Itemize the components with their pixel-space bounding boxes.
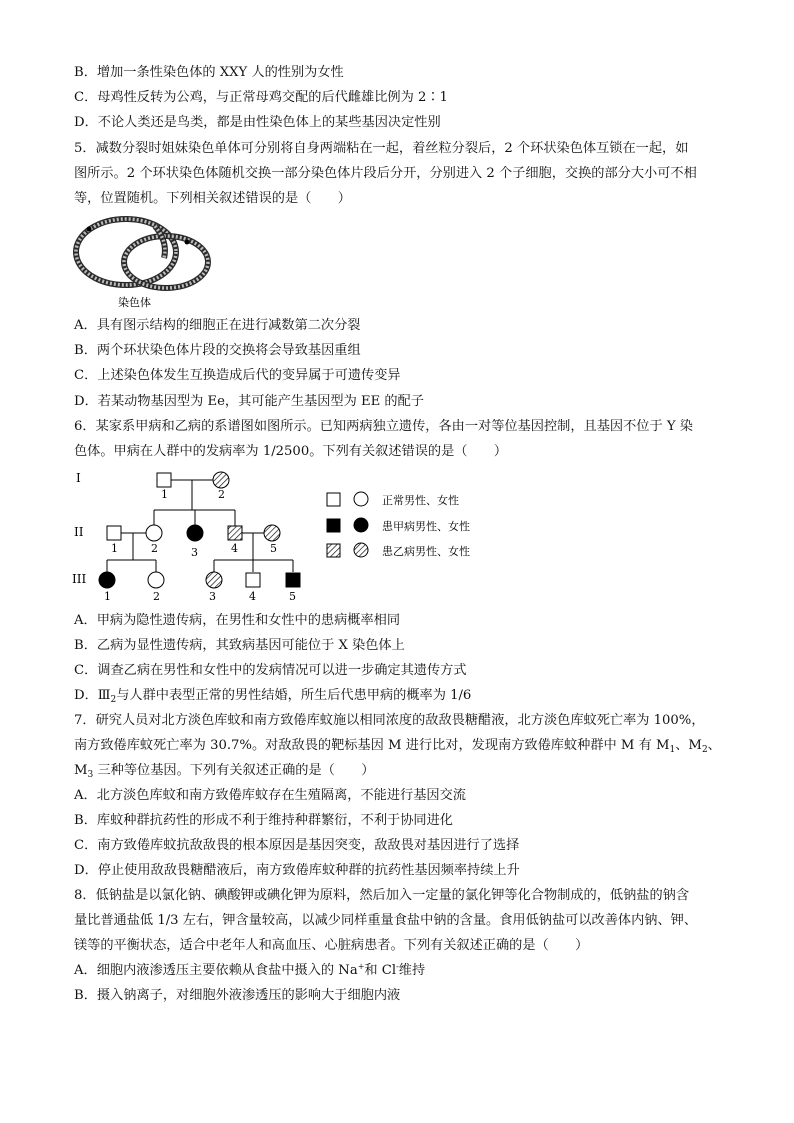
legend-normal-label: 正常男性、女性 [382, 494, 459, 507]
gen2-num-5: 5 [270, 542, 277, 555]
generation-label-iii: III [72, 572, 87, 586]
q8-option-a: A．细胞内液渗透压主要依赖从食盐中摄入的 Na+和 Cl-维持 [74, 962, 426, 978]
pedigree-chart [70, 466, 490, 606]
person-iii-1 [99, 572, 115, 588]
person-iii-2 [148, 572, 164, 588]
q6-option-a: A．甲病为隐性遗传病，在男性和女性中的患病概率相同 [74, 613, 401, 628]
person-i-1 [157, 473, 171, 487]
q7-stem-line-3: $M_3$ 三种等位基因。下列有关叙述正确的是（ ） [74, 763, 375, 780]
person-iii-4 [246, 573, 260, 587]
q5-option-c: C．上述染色体发生互换造成后代的变异属于可遗传变异 [74, 368, 401, 383]
q5-option-d: D．若某动物基因型为 Ee，其可能产生基因型为 EE 的配子 [74, 394, 424, 409]
legend-disease-a-label: 患甲病男性、女性 [382, 520, 470, 533]
q5-stem-line-1: 5．减数分裂时姐妹染色单体可分别将自身两端粘在一起，着丝粒分裂后，2 个环状染色体互锁在一起，如 [74, 141, 689, 156]
gen3-num-4: 4 [249, 590, 256, 603]
chromosome-caption: 染色体 [118, 296, 151, 309]
gen3-num-5: 5 [289, 590, 296, 603]
q7-option-b: B．库蚊种群抗药性的形成不利于维持种群繁衍，不利于协同进化 [74, 813, 453, 828]
gen1-num-2: 2 [218, 488, 225, 501]
q4-option-d: D．不论人类还是鸟类，都是由性染色体上的某些基因决定性别 [74, 115, 441, 130]
gen2-num-1: 1 [111, 542, 118, 555]
q6-option-b: B．乙病为显性遗传病，其致病基因可能位于 X 染色体上 [74, 638, 405, 653]
gen2-num-4: 4 [231, 542, 238, 555]
person-ii-1 [107, 526, 121, 540]
gen3-num-2: 2 [153, 590, 160, 603]
gen3-num-1: 1 [104, 590, 111, 603]
legend-disease-a-female-symbol [354, 518, 368, 532]
person-ii-3 [187, 525, 203, 541]
q7-option-d: D．停止使用敌敌畏糖醋液后，南方致倦库蚊种群的抗药性基因频率持续上升 [74, 863, 520, 878]
q6-stem-line-2: 色体。甲病在人群中的发病率为 1/2500。下列有关叙述错误的是（ ） [74, 444, 508, 459]
q5-stem-line-2: 图所示。2 个环状染色体随机交换一部分染色体片段后分开，分别进入 2 个子细胞，交换的部分大小可不相 [74, 166, 697, 181]
q6-stem-line-1: 6．某家系甲病和乙病的系谱图如图所示。已知两病独立遗传，各由一对等位基因控制，且基因不位于 Y 染 [74, 419, 693, 434]
q7-stem-line-2: 南方致倦库蚊死亡率为 30.7%。对敌敌畏的靶标基因 M 进行比对，发现南方致倦库蚊种群中 M 有 $M_1$、$M_2$、 [74, 738, 721, 755]
gen2-num-2: 2 [151, 542, 158, 555]
legend-normal-female-symbol [354, 492, 368, 506]
q6-option-c: C．调查乙病在男性和女性中的发病情况可以进一步确定其遗传方式 [74, 663, 467, 678]
q8-stem-line-1: 8．低钠盐是以氯化钠、碘酸钾或碘化钾为原料，然后加入一定量的氯化钾等化合物制成的，低钠盐的钠含 [74, 888, 690, 903]
q7-stem-line-1: 7．研究人员对北方淡色库蚊和南方致倦库蚊施以相同浓度的敌敌畏糖醋液，北方淡色库蚊死亡率为 100%， [74, 713, 705, 728]
q5-option-a: A．具有图示结构的细胞正在进行减数第二次分裂 [74, 318, 361, 333]
gen2-num-3: 3 [191, 546, 198, 559]
person-iii-5 [286, 573, 300, 587]
q7-option-a: A．北方淡色库蚊和南方致倦库蚊存在生殖隔离，不能进行基因交流 [74, 788, 466, 803]
q4-option-c: C．母鸡性反转为公鸡，与正常母鸡交配的后代雌雄比例为 2∶1 [74, 90, 448, 105]
person-ii-2 [146, 525, 162, 541]
q8-stem-line-2: 量比普通盐低 1/3 左右，钾含量较高，以减少同样重量食盐中钠的含量。食用低钠盐可以改善体内钠、钾、 [74, 913, 698, 928]
q8-option-b: B．摄入钠离子，对细胞外液渗透压的影响大于细胞内液 [74, 988, 401, 1003]
q4-option-b: B．增加一条性染色体的 XXY 人的性别为女性 [74, 65, 344, 80]
q5-stem-line-3: 等，位置随机。下列相关叙述错误的是（ ） [74, 191, 351, 206]
legend-normal-male-symbol [327, 493, 340, 506]
person-i-2 [213, 472, 229, 488]
q6-option-d: D．$Ⅲ_2$与人群中表型正常的男性结婚，所生后代患甲病的概率为 1/6 [74, 688, 472, 705]
legend-disease-b-female-symbol [354, 543, 368, 557]
generation-label-ii: II [74, 525, 84, 539]
interlocked-chromosome-figure [70, 212, 215, 312]
q8-stem-line-3: 镁等的平衡状态，适合中老年人和高血压、心脏病患者。下列有关叙述正确的是（ ） [74, 938, 589, 953]
q5-option-b: B．两个环状染色体片段的交换将会导致基因重组 [74, 343, 361, 358]
legend-disease-a-male-symbol [327, 519, 340, 532]
person-ii-4 [228, 526, 242, 540]
gen3-num-3: 3 [209, 590, 216, 603]
person-ii-5 [264, 525, 280, 541]
gen1-num-1: 1 [161, 488, 168, 501]
legend-disease-b-label: 患乙病男性、女性 [382, 545, 470, 558]
q7-option-c: C．南方致倦库蚊抗敌敌畏的根本原因是基因突变，敌敌畏对基因进行了选择 [74, 838, 520, 853]
person-iii-3 [206, 572, 222, 588]
legend-disease-b-male-symbol [327, 544, 340, 557]
generation-label-i: I [76, 471, 81, 485]
